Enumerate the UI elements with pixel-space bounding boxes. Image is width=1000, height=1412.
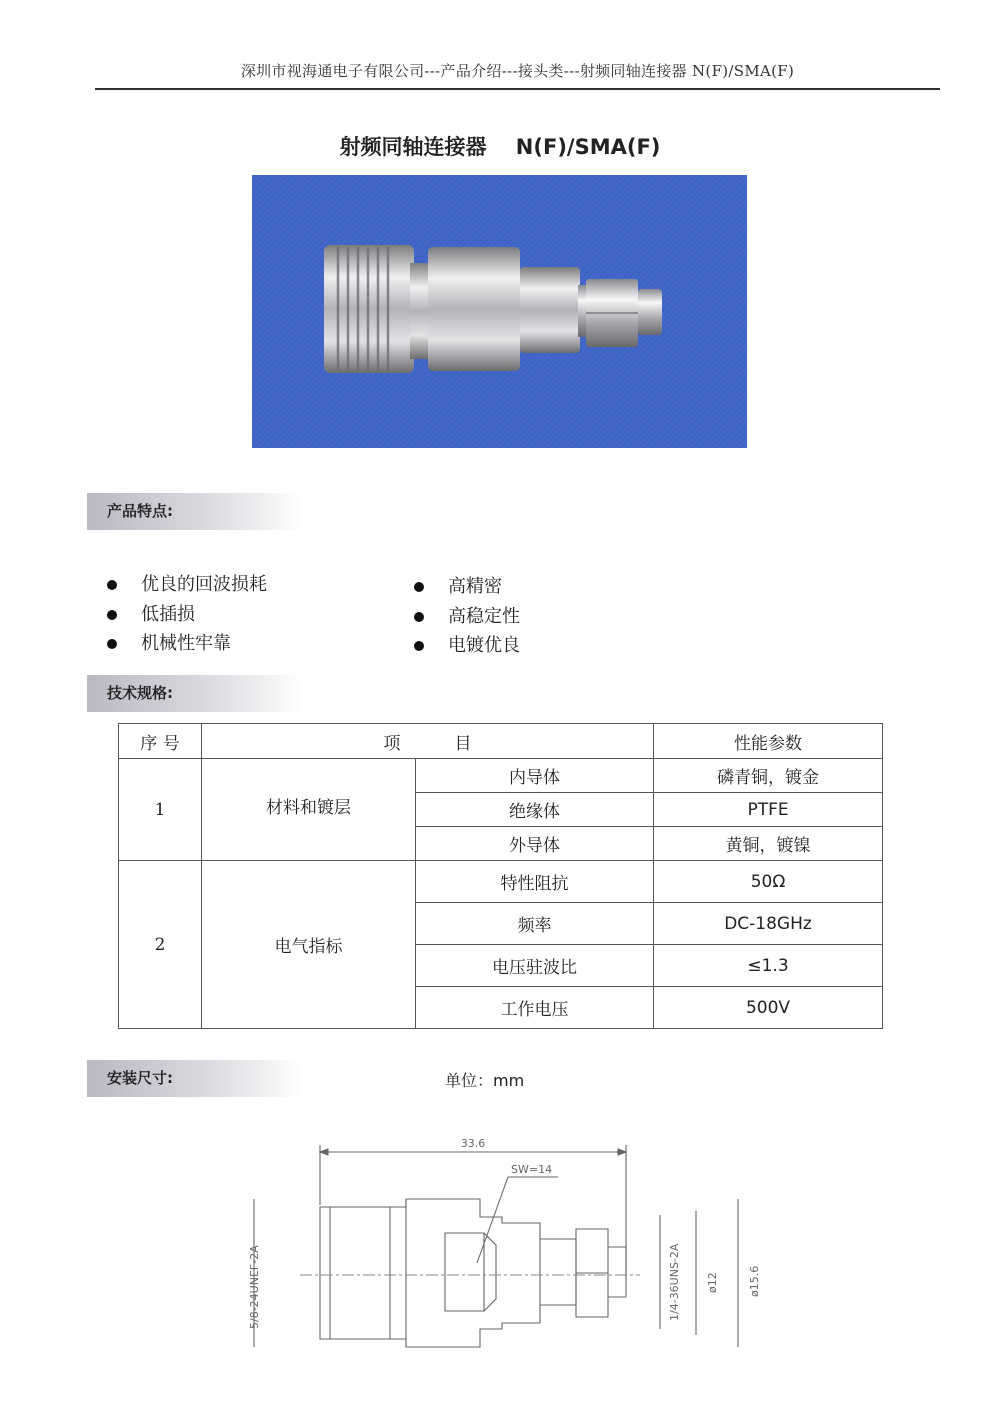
header-param: 性能参数 — [654, 724, 883, 759]
table-row — [119, 861, 883, 903]
group-category: 材料和镀层 — [202, 759, 416, 861]
group-no: 2 — [119, 861, 202, 1029]
row-value: 50Ω — [654, 861, 883, 903]
header-no: 序 号 — [119, 724, 202, 759]
feature-item: 低插损 — [107, 600, 267, 630]
row-name: 工作电压 — [416, 987, 654, 1029]
section-specs-heading: 技术规格: — [87, 675, 302, 712]
features-list-right — [414, 572, 520, 661]
thread-sma-label: 1/4-36UNS-2A — [668, 1243, 681, 1321]
wrench-size-label: SW=14 — [511, 1163, 553, 1176]
product-photo — [252, 175, 747, 448]
group-no: 1 — [119, 759, 202, 861]
table-header-row — [119, 724, 883, 759]
unit-label: 单位：mm — [445, 1071, 525, 1090]
row-value: 500V — [654, 987, 883, 1029]
row-name: 电压驻波比 — [416, 945, 654, 987]
overall-length-label: 33.6 — [460, 1137, 486, 1150]
feature-item: 机械性牢靠 — [107, 629, 267, 659]
thread-n-label: 5/8-24UNEF-2A — [248, 1245, 261, 1329]
center-body — [428, 247, 520, 371]
row-value: DC-18GHz — [654, 903, 883, 945]
row-name: 绝缘体 — [416, 793, 654, 827]
row-name: 内导体 — [416, 759, 654, 793]
row-value: 黄铜，镀镍 — [654, 827, 883, 861]
feature-item: 高稳定性 — [414, 602, 520, 632]
row-name: 特性阻抗 — [416, 861, 654, 903]
dimension-drawing — [240, 1125, 770, 1395]
row-name: 频率 — [416, 903, 654, 945]
spec-table — [118, 723, 883, 1029]
dia-15-6-label: ø15.6 — [748, 1265, 761, 1297]
feature-item: 优良的回波损耗 — [107, 570, 267, 600]
header-divider — [95, 88, 940, 90]
section-features-heading: 产品特点: — [87, 493, 302, 530]
header-item: 项 目 — [202, 724, 654, 759]
page-header: 深圳市视海通电子有限公司---产品介绍---接头类---射频同轴连接器 N(F)/SMA(F) — [240, 62, 795, 80]
row-value: PTFE — [654, 793, 883, 827]
group-category: 电气指标 — [202, 861, 416, 1029]
dia-12-label: ø12 — [706, 1272, 719, 1293]
document-title: 射频同轴连接器 N(F)/SMA(F) — [339, 135, 661, 159]
row-name: 外导体 — [416, 827, 654, 861]
feature-item: 电镀优良 — [414, 631, 520, 661]
feature-item: 高精密 — [414, 572, 520, 602]
row-value: 磷青铜，镀金 — [654, 759, 883, 793]
table-row — [119, 759, 883, 793]
section-dimensions-heading: 安装尺寸: — [87, 1060, 302, 1097]
features-list-left — [107, 570, 267, 659]
row-value: ≤1.3 — [654, 945, 883, 987]
